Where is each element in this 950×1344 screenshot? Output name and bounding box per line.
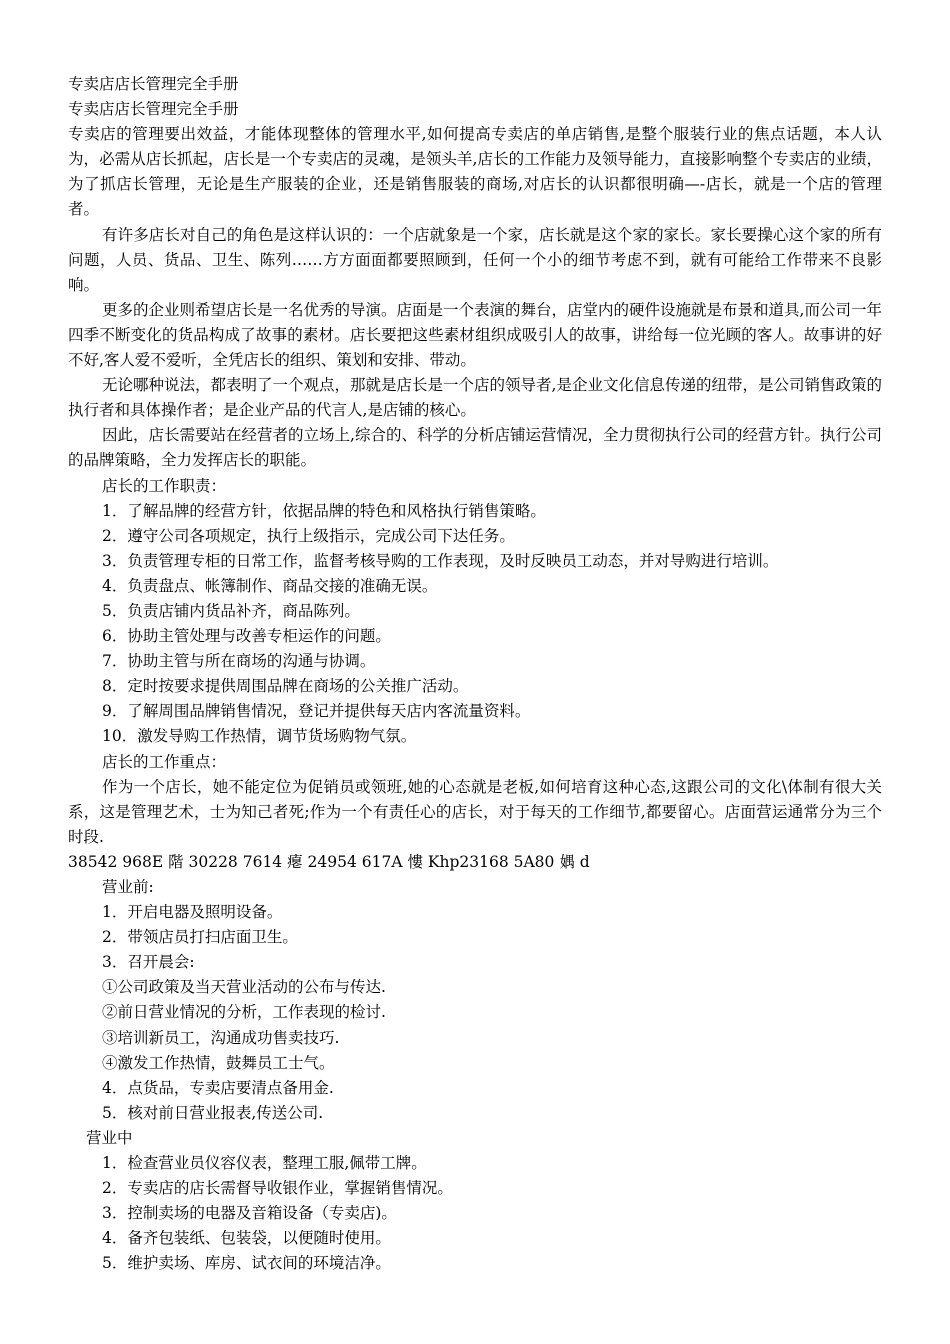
list-item: 1．开启电器及照明设备。 (102, 903, 283, 922)
list-item: 3．召开晨会: (102, 953, 195, 972)
doc-title-repeat: 专卖店店长管理完全手册 (68, 100, 239, 119)
list-item: ④激发工作热情，鼓舞员工士气。 (102, 1053, 335, 1072)
list-item: 3．负责管理专柜的日常工作，监督考核导购的工作表现，及时反映员工动态，并对导购进行培训。 (102, 551, 779, 570)
list-item: 6．协助主管处理与改善专柜运作的问题。 (102, 627, 391, 646)
doc-title: 专卖店店长管理完全手册 (68, 75, 239, 93)
list-item: 2．带领店员打扫店面卫生。 (102, 928, 298, 947)
before-business-heading: 营业前: (102, 878, 154, 896)
paragraph-leader-role: 无论哪种说法，都表明了一个观点，那就是店长是一个店的领导者,是企业文化信息传递的纽带，是公司销售政策的执行者和具体操作者；是企业产品的代言人,是店铺的核心。 (68, 376, 882, 420)
list-item: ①公司政策及当天营业活动的公布与传达. (102, 978, 386, 997)
duties-list (68, 499, 882, 750)
paragraph-strategy: 因此，店长需要站在经营者的立场上,综合的、科学的分析店铺运营情况，全力贯彻执行公司的经营方针。执行公司的品牌策略，全力发挥店长的职能。 (68, 426, 882, 470)
list-item: 3．控制卖场的电器及音箱设备（专卖店)。 (102, 1204, 397, 1223)
duties-heading: 店长的工作职责： (102, 476, 227, 495)
list-item: 4．点货品，专卖店要清点备用金. (102, 1078, 334, 1097)
list-item: 2．遵守公司各项规定，执行上级指示，完成公司下达任务。 (102, 526, 515, 545)
list-item: ②前日营业情况的分析，工作表现的检讨. (102, 1003, 386, 1022)
list-item: 4．负责盘点、帐簿制作、商品交接的准确无误。 (102, 576, 438, 595)
during-business-list (68, 1151, 882, 1276)
list-item: 5．维护卖场、库房、试衣间的环境洁净。 (102, 1254, 391, 1273)
paragraph-director-role: 更多的企业则希望店长是一名优秀的导演。店面是一个表演的舞台，店堂内的硬件设施就是布景和道具,而公司一年四季不断变化的货品构成了故事的素材。店长要把这些素材组织成吸引人的故事，讲给每一位光顾的客人。故事讲的好不好,客人爱不爱听，全凭店长的组织、策划和安排、带动。 (68, 300, 882, 370)
during-business-heading: 营业中 (86, 1128, 133, 1147)
list-item: 2．专卖店的店长需督导收银作业，掌握销售情况。 (102, 1179, 453, 1198)
list-item: 9．了解周围品牌销售情况，登记并提供每天店内客流量资料。 (102, 702, 531, 721)
list-item: 5．负责店铺内货品补齐，商品陈列。 (102, 601, 360, 620)
list-item: 1．了解品牌的经营方针，依据品牌的特色和风格执行销售策略。 (102, 501, 546, 520)
list-item: ③培训新员工，沟通成功售卖技巧. (102, 1028, 340, 1047)
intro-paragraph: 专卖店的管理要出效益，才能体现整体的管理水平,如何提高专卖店的单店销售,是整个服装行业的焦点话题，本人认为，必需从店长抓起，店长是一个专卖店的灵魂，是领头羊,店长的工作能力及领导能力，直接影响整个专卖店的业绩，为了抓店长管理，无论是生产服装的企业，还是销售服装的商场,对店长的认识都很明确—-店长，就是一个店的管理者。 (68, 125, 882, 219)
list-item: 7．协助主管与所在商场的沟通与协调。 (102, 652, 376, 671)
focus-heading: 店长的工作重点： (102, 752, 227, 771)
paragraph-focus: 作为一个店长，她不能定位为促销员或领班,她的心态就是老板,如何培育这种心态,这跟公司的文化\体制有很大关系，这是管理艺术，士为知己者死;作为一个有责任心的店长，对于每天的工作细节,都要留心。店面营运通常分为三个时段. (68, 777, 882, 846)
list-item: 4．备齐包装纸、包装袋，以便随时使用。 (102, 1229, 391, 1248)
paragraph-family-role: 有许多店长对自己的角色是这样认识的：一个店就象是一个家，店长就是这个家的家长。家长要操心这个家的所有问题，人员、货品、卫生、陈列……方方面面都要照顾到，任何一个小的细节考虑不到，就有可能给工作带来不良影响。 (68, 225, 882, 294)
code-line: 38542 968E 階 30228 7614 瘪 24954 617A 慺 Khp23168 5A80 媀 d (68, 852, 590, 871)
list-item: 10．激发导购工作热情，调节货场购物气氛。 (102, 727, 417, 746)
list-item: 8．定时按要求提供周围品牌在商场的公关推广活动。 (102, 677, 469, 696)
list-item: 5．核对前日营业报表,传送公司. (102, 1103, 324, 1122)
before-business-list (68, 900, 882, 1126)
list-item: 1．检查营业员仪容仪表，整理工服,佩带工牌。 (102, 1154, 427, 1173)
